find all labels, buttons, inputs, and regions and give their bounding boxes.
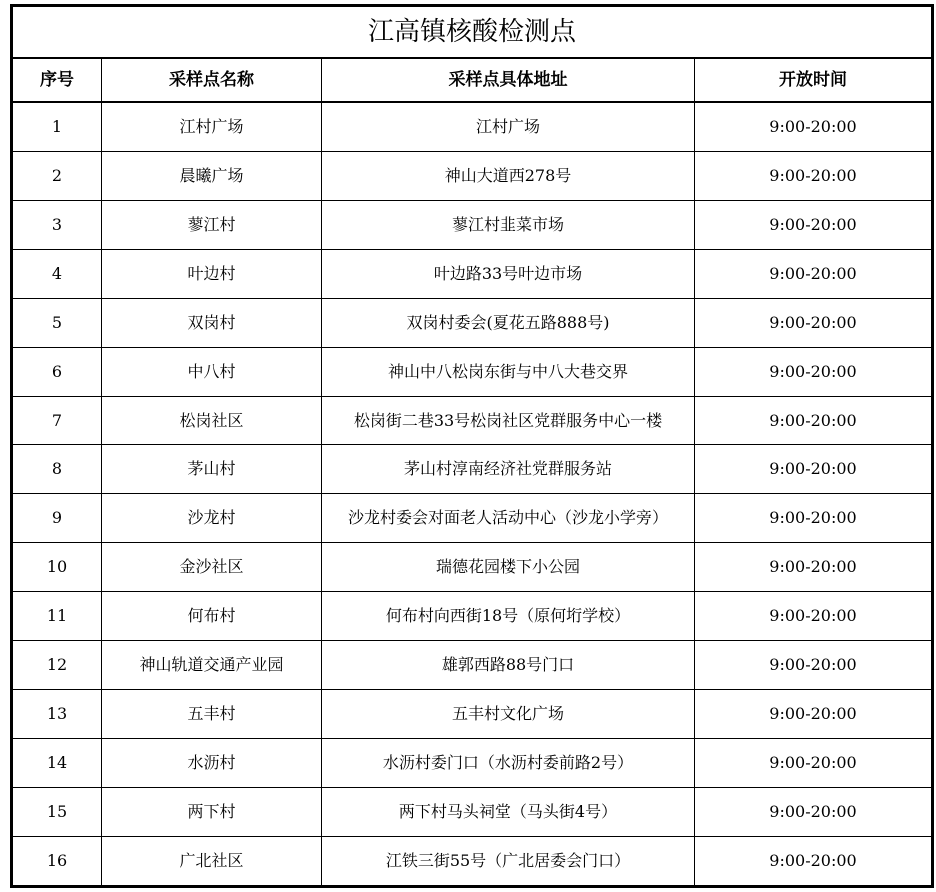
cell-opening-hours: 9:00-20:00 [695,543,932,592]
cell-opening-hours: 9:00-20:00 [695,396,932,445]
cell-site-name: 叶边村 [102,249,322,298]
cell-opening-hours: 9:00-20:00 [695,445,932,494]
table-row [13,200,932,249]
testing-sites-table [12,6,932,886]
table-row [13,690,932,739]
cell-address: 雄郭西路88号门口 [322,641,695,690]
cell-address: 瑞德花园楼下小公园 [322,543,695,592]
table-row [13,641,932,690]
table-row [13,396,932,445]
table-row [13,836,932,885]
cell-site-name: 水沥村 [102,739,322,788]
cell-index: 5 [13,298,102,347]
testing-sites-sheet [10,4,934,888]
cell-opening-hours: 9:00-20:00 [695,494,932,543]
cell-site-name: 蓼江村 [102,200,322,249]
cell-site-name: 金沙社区 [102,543,322,592]
cell-index: 16 [13,836,102,885]
cell-site-name: 双岗村 [102,298,322,347]
table-row [13,347,932,396]
cell-address: 蓼江村韭菜市场 [322,200,695,249]
header-site-name: 采样点名称 [102,58,322,102]
cell-address: 两下村马头祠堂（马头街4号） [322,787,695,836]
cell-index: 11 [13,592,102,641]
cell-site-name: 沙龙村 [102,494,322,543]
cell-index: 3 [13,200,102,249]
header-opening-hours: 开放时间 [695,58,932,102]
cell-address: 叶边路33号叶边市场 [322,249,695,298]
cell-index: 9 [13,494,102,543]
table-row [13,298,932,347]
cell-opening-hours: 9:00-20:00 [695,787,932,836]
cell-opening-hours: 9:00-20:00 [695,641,932,690]
header-index: 序号 [13,58,102,102]
cell-index: 2 [13,151,102,200]
cell-opening-hours: 9:00-20:00 [695,151,932,200]
cell-address: 松岗街二巷33号松岗社区党群服务中心一楼 [322,396,695,445]
cell-site-name: 神山轨道交通产业园 [102,641,322,690]
cell-opening-hours: 9:00-20:00 [695,690,932,739]
table-row [13,494,932,543]
table-row [13,543,932,592]
table-body [13,102,932,886]
cell-opening-hours: 9:00-20:00 [695,102,932,151]
cell-opening-hours: 9:00-20:00 [695,249,932,298]
cell-index: 12 [13,641,102,690]
table-row [13,739,932,788]
cell-address: 神山大道西278号 [322,151,695,200]
table-row [13,249,932,298]
cell-address: 江铁三街55号（广北居委会门口） [322,836,695,885]
cell-index: 13 [13,690,102,739]
header-row [13,58,932,102]
cell-opening-hours: 9:00-20:00 [695,592,932,641]
cell-opening-hours: 9:00-20:00 [695,739,932,788]
cell-opening-hours: 9:00-20:00 [695,836,932,885]
cell-index: 14 [13,739,102,788]
cell-opening-hours: 9:00-20:00 [695,347,932,396]
cell-opening-hours: 9:00-20:00 [695,298,932,347]
header-address: 采样点具体地址 [322,58,695,102]
cell-index: 15 [13,787,102,836]
cell-index: 6 [13,347,102,396]
cell-index: 8 [13,445,102,494]
cell-index: 7 [13,396,102,445]
table-row [13,787,932,836]
title-row [13,7,932,59]
cell-index: 10 [13,543,102,592]
table-row [13,102,932,151]
cell-address: 水沥村委门口（水沥村委前路2号） [322,739,695,788]
table-row [13,151,932,200]
cell-index: 4 [13,249,102,298]
cell-site-name: 何布村 [102,592,322,641]
cell-site-name: 晨曦广场 [102,151,322,200]
cell-site-name: 中八村 [102,347,322,396]
cell-site-name: 广北社区 [102,836,322,885]
cell-site-name: 茅山村 [102,445,322,494]
cell-address: 双岗村委会(夏花五路888号) [322,298,695,347]
cell-address: 神山中八松岗东街与中八大巷交界 [322,347,695,396]
cell-site-name: 江村广场 [102,102,322,151]
cell-site-name: 两下村 [102,787,322,836]
cell-site-name: 五丰村 [102,690,322,739]
cell-address: 茅山村淳南经济社党群服务站 [322,445,695,494]
table-row [13,592,932,641]
cell-index: 1 [13,102,102,151]
cell-address: 何布村向西街18号（原何垳学校） [322,592,695,641]
cell-address: 沙龙村委会对面老人活动中心（沙龙小学旁） [322,494,695,543]
cell-address: 江村广场 [322,102,695,151]
cell-site-name: 松岗社区 [102,396,322,445]
table-title: 江高镇核酸检测点 [13,7,932,59]
table-row [13,445,932,494]
cell-opening-hours: 9:00-20:00 [695,200,932,249]
cell-address: 五丰村文化广场 [322,690,695,739]
